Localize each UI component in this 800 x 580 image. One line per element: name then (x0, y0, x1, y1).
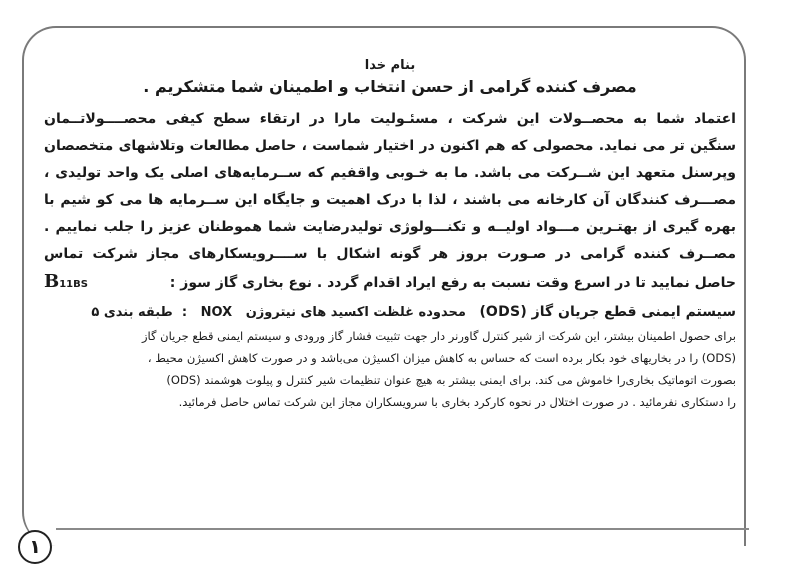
nox-description: محدوده غلظت اکسید های نیتروژن (245, 305, 466, 320)
bottom-divider (56, 528, 749, 530)
intro-paragraph (44, 106, 736, 268)
heater-model-code (44, 268, 88, 298)
model-sub: 11BS (59, 279, 88, 290)
intro-line: سنگین تر می نماید. محصولی که هم اکنون در اختیار شماست ، حاصل مطالعات وتلاشهای متخصصان (44, 138, 736, 154)
intro-line: بهره گیری از بهتـرین مـــواد اولیــه و تکنـــولوژی تولیدرضایت شما هموطنان عزیز را جلب نماییم . (44, 219, 736, 235)
detail-line: بصورت اتوماتیک بخاری‌را خاموش می کند. برای ایمنی بیشتر به هیچ عنوان تنظیمات شیر کنترل و پیلوت هوشمند (ODS) (166, 373, 736, 387)
greeting: بنام خدا (364, 58, 416, 73)
intro-line: مصــرف کننده گرامی در صـورت بروز هر گونه اشکال با ســــرویسکارهای مجاز شرکت تماس (44, 246, 736, 262)
detail-line: را دستکاری نفرمائید . در صورت اختلال در نحوه کارکرد بخاری با سرویسکاران مجاز این شرکت تماس حاصل فرمائید. (178, 395, 736, 409)
intro-line: مصـــرف کنندگان آن کارخانه می باشند ، لذا با درک اهمیت و جایگاه این ســرمایه ها می کو شیم با (44, 192, 736, 208)
detail-line: برای حصول اطمینان بیشتر، این شرکت از شیر کنترل گاورنر دار جهت تثبیت فشار گاز ورودی و سیستم ایمنی قطع جریان گاز (141, 329, 736, 343)
contact-model-line (44, 268, 736, 298)
safety-summary: سیستم ایمنی قطع جریان گاز (ODS) محدوده غلظت اکسید های نیتروژن NOX : طبقه بندی ۵ (44, 300, 736, 325)
headline: مصرف کننده گرامی از حسن انتخاب و اطمینان شما متشکریم . (143, 77, 637, 96)
safety-system-title: سیستم ایمنی قطع جریان گاز (ODS) (479, 304, 736, 320)
detail-line: (ODS) را در بخاریهای خود بکار برده است که حساس به کاهش میزان اکسیژن می‌باشد و در صورت کاهش اکسیژن محیط ، (147, 351, 736, 365)
nox-label: NOX (200, 305, 233, 320)
intro-line: وپرسنل متعهد این شــرکت می باشد. ما به خـوبی واقفیم که ســرمایه‌های اصلی یک واحد تولیدی ، (44, 165, 736, 181)
contact-text: حاصل نمایید تا در اسرع وقت نسبت به رفع ایراد اقدام گردد . نوع بخاری گاز سوز : (169, 275, 736, 291)
safety-details (44, 325, 736, 413)
model-main: B (44, 271, 60, 292)
category-label: طبقه بندی ۵ (91, 305, 173, 320)
document-body (44, 58, 736, 413)
page-number: ۱ (18, 530, 52, 564)
intro-line: اعتماد شما به محصــولات این شرکت ، مسئـولیت مارا در ارتقاء سطح کیفی محصــــولاتــمان (44, 111, 736, 127)
